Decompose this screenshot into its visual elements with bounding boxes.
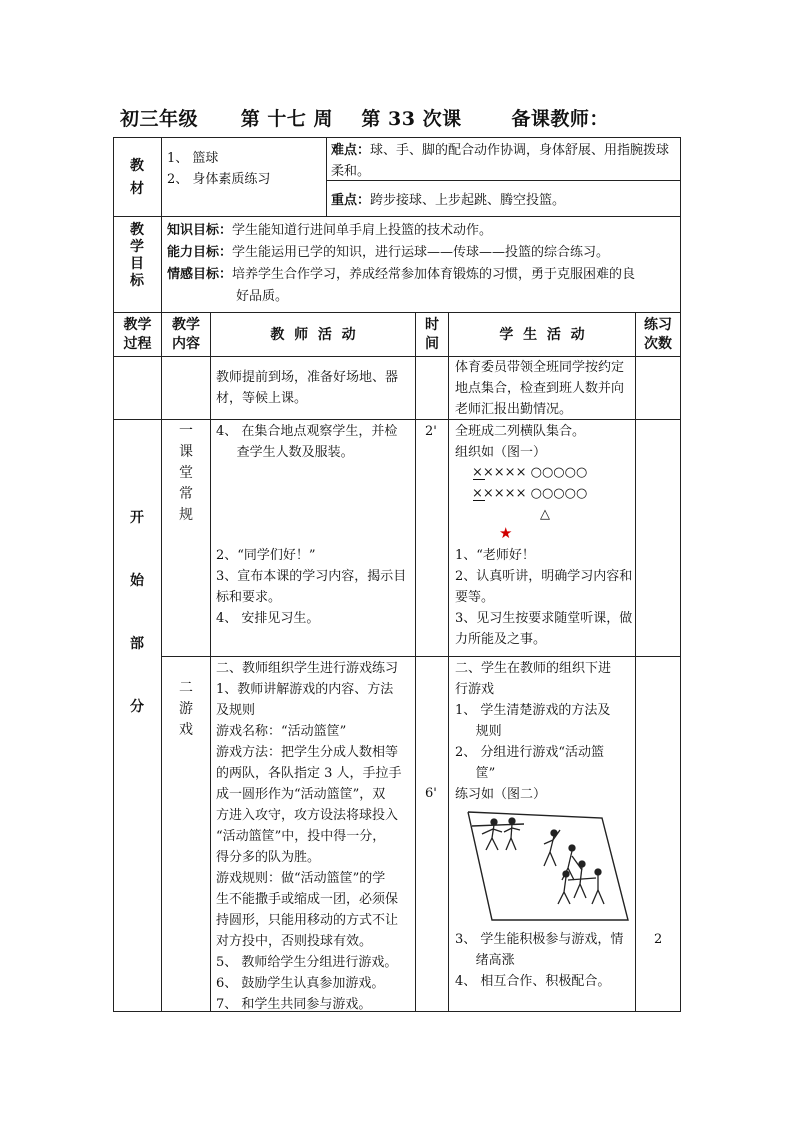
teacher-header: 教 师 活 动 — [270, 327, 356, 343]
lesson-text: 第 33 次课 — [361, 108, 462, 130]
page-title — [120, 104, 609, 131]
section-label: 开 始 部 分 — [130, 510, 144, 715]
emotion-goal-label: 情感目标： — [167, 267, 233, 282]
part1-teacher-2: 2、“同学们好！” — [216, 548, 316, 563]
part2-content-label: 二 游 戏 — [179, 680, 193, 738]
part2-student-text-2: 3、 学生能积极参与游戏，情 绪高涨 4、 相互合作、积极配合。 — [455, 932, 624, 989]
game-illustration — [464, 808, 632, 924]
part1-student-1: 全班成二列横队集合。 — [455, 424, 586, 439]
goals-label: 教 学 目 标 — [130, 222, 144, 289]
difficulty-text — [331, 140, 676, 182]
key-point-body: 跨步接球、上步起跳、腾空投篮。 — [370, 193, 566, 208]
part1-teacher-1: 4、 在集合地点观察学生，并检 查学生人数及服装。 — [216, 424, 398, 460]
teacher-star-icon: ★ — [499, 524, 513, 542]
time-header: 时 间 — [425, 317, 439, 352]
teacher-label: 备课教师： — [511, 108, 609, 130]
difficulty-body: 球、手、脚的配合动作协调，身体舒展、用指腕拨球柔和。 — [331, 143, 670, 179]
formation-row-1: ××××× ○○○○○ — [472, 465, 588, 480]
grade-text: 初三年级 — [120, 108, 199, 130]
pre-teacher-text: 教师提前到场，准备好场地、器材，等候上课。 — [216, 370, 399, 406]
material-label: 教 材 — [130, 158, 144, 197]
part1-teacher-4: 4、 安排见习生。 — [216, 611, 320, 626]
part1-teacher-3: 3、宣布本课的学习内容，揭示目标和要求。 — [216, 569, 407, 605]
content-header: 教学 内容 — [172, 317, 200, 352]
material-item-1: 1、 篮球 — [167, 151, 219, 166]
ability-goal — [167, 242, 609, 263]
part1-time-cell — [415, 419, 449, 657]
ability-goal-text: 学生能运用已学的知识，进行运球——传球——投篮的综合练习。 — [232, 245, 610, 260]
difficulty-label: 难点： — [331, 143, 371, 158]
formation-underline-1 — [473, 479, 485, 480]
student-header: 学 生 活 动 — [499, 327, 585, 343]
formation-marker-icon: △ — [540, 507, 550, 522]
reps-header: 练习 次数 — [644, 317, 672, 352]
week-text: 第 十七 周 — [240, 108, 333, 130]
part1-student-5: 3、见习生按要求随堂听课，做力所能及之事。 — [455, 611, 633, 647]
part1-content-label: 一 课 堂 常 规 — [179, 423, 193, 523]
pre-process-cell — [113, 356, 162, 420]
part2-reps-cell — [635, 656, 681, 1012]
pre-reps-cell — [635, 356, 681, 420]
pre-student-text: 体育委员带领全班同学按约定地点集合，检查到班人数并向老师汇报出勤情况。 — [455, 360, 625, 417]
formation-underline-2 — [473, 500, 485, 501]
key-point-text — [331, 190, 565, 211]
emotion-goal — [167, 264, 635, 285]
part2-time-cell — [415, 656, 449, 1012]
part1-reps-cell — [635, 419, 681, 657]
formation-row-2: ××××× ○○○○○ — [472, 486, 588, 501]
part2-reps: 2 — [654, 932, 663, 947]
pre-time-cell — [415, 356, 449, 420]
key-point-label: 重点： — [331, 193, 371, 208]
part2-teacher-text: 二、教师组织学生进行游戏练习 1、教师讲解游戏的内容、方法 及规则 游戏名称：“活动篮筐” 游戏方法：把学生分成人数相等 的两队，各队指定 3 人，手拉手 成一圆形作为“活动篮筐”，双 方进入攻守，攻方设法将球投入 “活动篮筐”中，投中得一分， 得分多的队为胜。 游戏规则：做“活动篮筐”的学 生不能撒手或缩成一团，必须保 持圆形，只能用移动的方式不让 对方投中，否则投球有效。 5、 教师给学生分组进行游戏。 6、 鼓励学生认真参加游戏。 7、 和学生共同参与游戏。 — [216, 661, 402, 1012]
part2-student-text: 二、学生在教师的组织下进 行游戏 1、 学生清楚游戏的方法及 规则 2、 分组进行游戏“活动篮 筐” 练习如（图二） — [455, 661, 612, 802]
part2-time: 6' — [425, 786, 437, 801]
material-item-2: 2、 身体素质练习 — [167, 172, 271, 187]
knowledge-goal-text: 学生能知道行进间单手肩上投篮的技术动作。 — [232, 223, 493, 238]
part1-time: 2' — [425, 424, 437, 439]
knowledge-goal-label: 知识目标： — [167, 223, 233, 238]
part1-student-4: 2、认真听讲，明确学习内容和要等。 — [455, 569, 633, 605]
emotion-goal-text: 培养学生合作学习，养成经常参加体育锻炼的习惯，勇于克服困难的良 — [232, 267, 636, 282]
part1-student-3: 1、“老师好！ — [455, 548, 535, 563]
emotion-goal-cont: 好品质。 — [236, 289, 289, 304]
process-header: 教学 过程 — [123, 317, 152, 352]
knowledge-goal — [167, 220, 492, 241]
pre-content-cell — [161, 356, 211, 420]
ability-goal-label: 能力目标： — [167, 245, 233, 260]
part1-student-2: 组织如（图一） — [455, 445, 547, 460]
